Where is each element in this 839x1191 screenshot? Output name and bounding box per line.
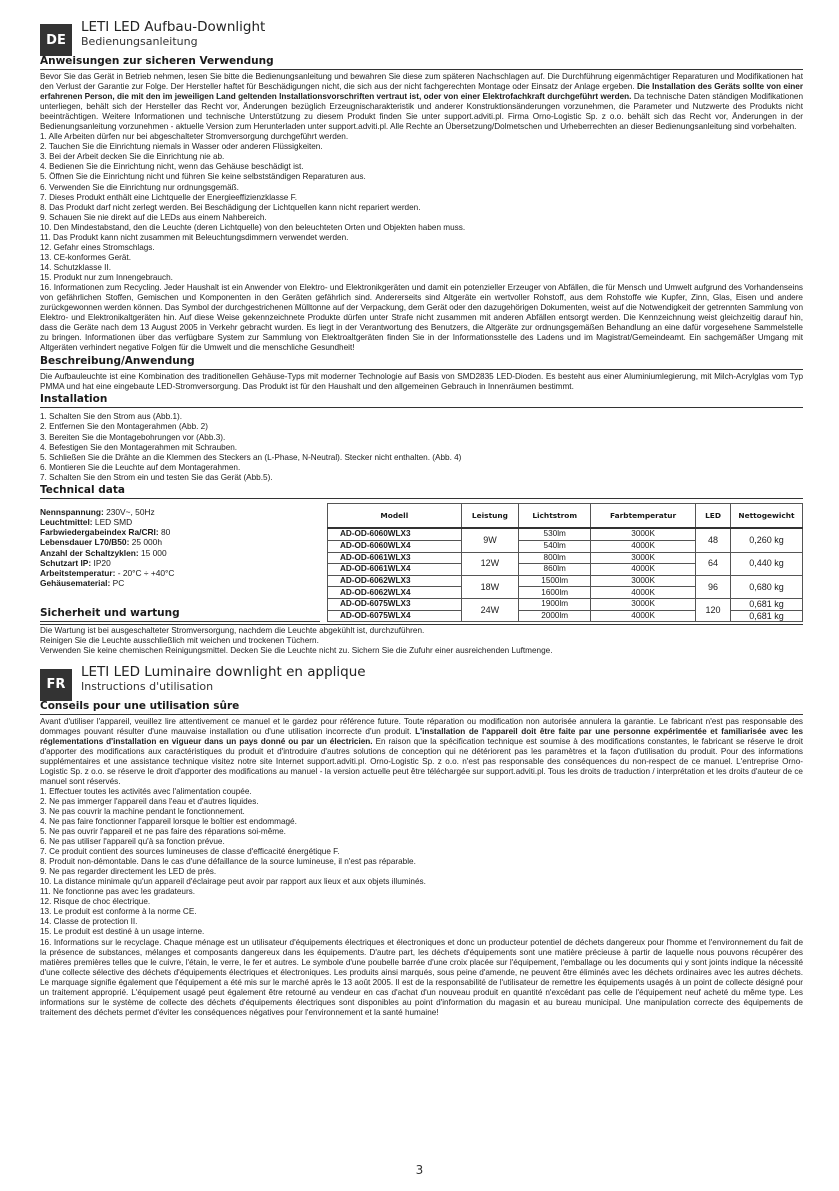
de-spec-list <box>40 503 320 623</box>
list-item: Die Wartung ist bei ausgeschalteter Stromversorgung, nachdem die Leuchte abgekühlt ist, durchzuführen. <box>40 626 425 636</box>
de-installation-heading: Installation <box>40 393 803 408</box>
list-item: 9. Schauen Sie nie direkt auf die LEDs aus einem Nahbereich. <box>40 212 267 222</box>
de-title: LETI LED Aufbau-Downlight <box>81 19 266 35</box>
list-item: 2. Entfernen Sie den Montagerahmen (Abb. 2) <box>40 422 208 432</box>
spec-row: Anzahl der Schaltzyklen: 15 000 <box>40 547 167 558</box>
list-item: 4. Bedienen Sie die Einrichtung nicht, wenn das Gehäuse beschädigt ist. <box>40 162 304 172</box>
spec-row: Arbeitstemperatur: - 20°C ÷ +40°C <box>40 567 175 578</box>
list-item: 7. Schalten Sie den Strom ein und testen Sie das Gerät (Abb.5). <box>40 472 273 482</box>
de-technical-data-heading: Technical data <box>40 484 803 499</box>
list-item: 14. Classe de protection II. <box>40 917 138 927</box>
table-row: AD-OD-6060WLX3 9W 530lm 3000K 48 0,260 kg <box>328 528 803 540</box>
list-item: 12. Gefahr eines Stromschlags. <box>40 242 155 252</box>
de-safety-intro-bold: Die Installation des Geräts sollte von einer erfahrenen Person, die mit den im jeweiligen Land geltenden Installationsvorschriften vertraut ist, oder von einer Elektrofachkraft durchgeführt werden. <box>40 82 803 102</box>
list-item: 11. Das Produkt kann nicht zusammen mit Beleuchtungsdimmern verwendet werden. <box>40 232 349 242</box>
list-item: 12. Risque de choc électrique. <box>40 897 151 907</box>
de-subtitle: Bedienungsanleitung <box>81 35 198 48</box>
table-row: AD-OD-6075WLX3 24W 1900lm 3000K 120 0,681 kg <box>328 599 803 611</box>
list-item: 10. La distance minimale qu'un appareil d'éclairage peut avoir par rapport aux lieux et aux objets illuminés. <box>40 877 426 887</box>
de-technical-data <box>40 503 803 623</box>
de-safety-intro-2: Da technische Daten ständigen Modifikationen unterliegen, behält sich der Hersteller das Recht vor, Änderungen bezüglich Erzeugnischarakteristik und anderer Konstruktionsänderungen vorzunehmen, die Parameter und Nutzwerte des Produkts nicht beeinträchtigen. Weitere Informationen und technische Unterstützung zu diesem Produkt finden Sie unter support.adviti.pl. Firma Orno-Logistic Sp. z o.o. behält sich das Recht vor, Änderungen in der Bedienungsanleitung vorzunehmen - aktuelle Version zum Herunterladen unter support.adviti.pl. Alle Rechte an Übersetzung/Dolmetschen und Urheberrechten an dieser Bedienungsanleitung sind vorbehalten. <box>40 92 803 132</box>
fr-language-badge: FR <box>40 669 72 701</box>
list-item: 15. Le produit est destiné à un usage interne. <box>40 927 205 937</box>
col-temp: Farbtemperatur <box>591 503 696 528</box>
list-item: 1. Schalten Sie den Strom aus (Abb.1). <box>40 412 182 422</box>
col-model: Modell <box>328 503 462 528</box>
list-item: 1. Effectuer toutes les activités avec l'alimentation coupée. <box>40 786 252 796</box>
fr-recycling-item: 16. Informations sur le recyclage. Chaque ménage est un utilisateur d'équipements électriques et électroniques et donc un producteur potentiel de déchets dangereux pour l'homme et l'environnement du fait de la présence de substances, mélanges et composants dangereux dans les équipements. D'autre part, les déchets d'équipements sont une matière précieuse à partir de laquelle nous pouvons récupérer des matières premières telles que le cuivre, l'étain, le verre, le fer et autres. Le symbole d'une poubelle barrée d'une croix placée sur l'équipement, l'emballage ou les documents qui y sont joints indique la nécessité d'une collecte sélective des déchets d'équipements électriques et électroniques. Les produits ainsi marqués, sous peine d'amende, ne peuvent être éliminés avec les déchets ordinaires avec les autres déchets. Le marquage signifie également que l'équipement a été mis sur le marché après le 13 août 2005. Il est de la responsabilité de l'utilisateur de remettre les équipements usagés à un point de collecte désigné pour un traitement approprié. L'équipement usagé peut également être retourné au vendeur en cas d'achat d'un nouveau produit en quantité n'excédant pas celle de l'équipement neuf acheté du même type. Les informations sur le système de collecte des déchets d'équipements électriques sont disponibles au point d'information du magasin et au bureau municipal. Une manipulation correcte des équipements de traitement des déchets permet d'éviter les conséquences négatives pour l'environnement et la santé humaine! <box>40 937 803 1017</box>
page-number: 3 <box>415 1163 424 1177</box>
fr-safety-intro-bold: L'installation de l'appareil doit être faite par une personne expérimentée et familiarisée avec les réglementations d'installation en vigueur dans un pays donné ou par un électricien. <box>40 726 803 746</box>
list-item: 3. Bei der Arbeit decken Sie die Einrichtung nie ab. <box>40 152 225 162</box>
list-item: 10. Den Mindestabstand, den die Leuchte (deren Lichtquelle) von den beleuchteten Orten und Objekten haben muss. <box>40 222 466 232</box>
list-item: Reinigen Sie die Leuchte ausschließlich mit weichen und trockenen Tüchern. <box>40 636 319 646</box>
table-header-row <box>328 503 803 528</box>
de-safety-heading: Anweisungen zur sicheren Verwendung <box>40 55 803 70</box>
fr-safety-heading: Conseils pour une utilisation sûre <box>40 700 803 715</box>
spec-row: Schutzart IP: IP20 <box>40 557 111 568</box>
spec-row: Leuchtmittel: LED SMD <box>40 516 133 527</box>
list-item: 7. Dieses Produkt enthält eine Lichtquelle der Energieeffizienzklasse F. <box>40 192 297 202</box>
list-item: 13. Le produit est conforme à la norme CE. <box>40 907 197 917</box>
fr-safety-intro-1: Avant d'utiliser l'appareil, veuillez lire attentivement ce manuel et le gardez pour référence future. Toute réparation ou modification non autorisée annulera la garantie. Le fabricant n'est pas responsable des dommages pouvant résulter d'une mauvaise installation ou d'une utilisation incorrecte d'un produit. <box>40 716 803 736</box>
table-row: AD-OD-6062WLX3 18W 1500lm 3000K 96 0,680 kg <box>328 575 803 587</box>
de-maintenance-heading: Sicherheit und wartung <box>40 607 320 622</box>
de-header <box>40 20 803 54</box>
list-item: 4. Ne pas faire fonctionner l'appareil lorsque le boîtier est endommagé. <box>40 816 297 826</box>
list-item: 5. Schließen Sie die Drähte an die Klemmen des Steckers an (L-Phase, N-Neutral). Stecker nicht enthalten. (Abb. 4) <box>40 452 462 462</box>
col-led: LED <box>696 503 731 528</box>
list-item: 15. Produkt nur zum Innengebrauch. <box>40 272 173 282</box>
fr-header <box>40 665 803 699</box>
list-item: 2. Tauchen Sie die Einrichtung niemals in Wasser oder anderen Flüssigkeiten. <box>40 142 323 152</box>
list-item: 4. Befestigen Sie den Montagerahmen mit Schrauben. <box>40 442 238 452</box>
list-item: 7. Ce produit contient des sources lumineuses de classe d'efficacité énergétique F. <box>40 847 340 857</box>
fr-subtitle: Instructions d'utilisation <box>81 679 214 693</box>
col-flux: Lichtstrom <box>519 503 591 528</box>
manual-page <box>40 20 803 1018</box>
fr-safety-list <box>40 787 803 1018</box>
list-item: 14. Schutzklasse II. <box>40 262 111 272</box>
spec-row: Nennspannung: 230V~, 50Hz <box>40 506 155 517</box>
list-item: 9. Ne pas regarder directement les LED de près. <box>40 867 217 877</box>
list-item: 2. Ne pas immerger l'appareil dans l'eau et d'autres liquides. <box>40 796 259 806</box>
list-item: Verwenden Sie keine chemischen Reinigungsmittel. Decken Sie die Leuchte nicht zu. Sichern Sie die Zufuhr einer ausreichenden Luftmenge. <box>40 646 553 656</box>
table-row: AD-OD-6061WLX4 860lm 4000K <box>328 564 803 576</box>
table-row: AD-OD-6060WLX4 540lm 4000K <box>328 540 803 552</box>
list-item: 11. Ne fonctionne pas avec les gradateurs. <box>40 887 196 897</box>
de-language-badge: DE <box>40 24 72 56</box>
list-item: 3. Ne pas couvrir la machine pendant le fonctionnement. <box>40 806 245 816</box>
list-item: 5. Öffnen Sie die Einrichtung nicht und führen Sie keine selbstständigen Reparaturen aus. <box>40 172 366 182</box>
list-item: 13. CE-konformes Gerät. <box>40 252 132 262</box>
list-item: 6. Ne pas utiliser l'appareil qu'à sa fonction prévue. <box>40 837 225 847</box>
de-safety-intro <box>40 72 803 132</box>
list-item: 8. Produit non-démontable. Dans le cas d'une défaillance de la source lumineuse, il n'est pas réparable. <box>40 857 416 867</box>
de-maintenance-list <box>40 624 803 656</box>
de-description-text: Die Aufbauleuchte ist eine Kombination des traditionellen Gehäuse-Typs mit moderner Technologie auf Basis von SMD2835 LED-Dioden. Es besteht aus einer Aluminiumlegierung, mit Milch-Acrylglas vom Typ PMMA und hat eine eingebaute LED-Stromversorgung. Das Produkt ist für den Haushalt und den allgemeinen Gebrauch in Innenräumen bestimmt. <box>40 372 803 392</box>
table-row: AD-OD-6062WLX4 1600lm 4000K <box>328 587 803 599</box>
de-recycling-item: 16. Informationen zum Recycling. Jeder Haushalt ist ein Anwender von Elektro- und Elektronikgeräten und damit ein potenzieller Erzeuger von Abfällen, die für Mensch und Umwelt aufgrund des Vorhandenseins von gefährlichen Stoffen, Gemischen und Komponenten in den Geräten gefährlich sind. Andererseits sind Altgeräte ein wertvoller Rohstoff, aus dem Rohstoffe wie Kupfer, Zinn, Glas, Eisen und andere zurückgewonnen werden können. Das Symbol der durchgestrichenen Mülltonne auf der Verpackung, dem Gerät oder den dazugehörigen Dokumenten, weist auf die Notwendigkeit der getrennten Sammlung von Elektro- und Elektronikaltgeräten hin. Auf diese Weise gekennzeichnete Produkte dürfen unter Strafe nicht zusammen mit anderen Abfällen entsorgt werden. Die Kennzeichnung weist gleichzeitig darauf hin, dass die Geräte nach dem 13 August 2005 in Verkehr gebracht wurden. Es liegt in der Verantwortung des Benutzers, die Altgeräte zur ordnungsgemäßen Behandlung an eine dafür vorgesehene Sammelstelle zu bringen. Informationen über das verfügbare System zur Sammlung von Elektroaltgeräten finden Sie in der Informationsstelle des Ladens und im Magistrat/Gemeindeamt. Ein sachgemäßer Umgang mit Altgeräten verhindert negative Folgen für die Umwelt und die menschliche Gesundheit! <box>40 282 803 353</box>
de-safety-intro-1: Bevor Sie das Gerät in Betrieb nehmen, lesen Sie bitte die Bedienungsanleitung und bewahren Sie diese zum späteren Nachschlagen auf. Die Durchführung eigenmächtiger Reparaturen und Modifikationen hat den Verlust der Garantie zur Folge. Der Hersteller haftet für Beschädigungen nicht, die sich aus der nicht fachgerechten Montage oder Einsatz der Anlage ergeben. <box>40 72 803 92</box>
fr-safety-intro <box>40 717 803 787</box>
table-row: AD-OD-6061WLX3 12W 800lm 3000K 64 0,440 kg <box>328 552 803 564</box>
fr-safety-intro-2: En raison que la spécification technique est soumise à des modifications constantes, le fabricant se réserve le droit d'apporter des modifications aux caractéristiques du produit et d'introduire d'autres solutions de conception qui ne détériorent pas les paramètres et la façon d'utilisation du produit. Pour des informations supplémentaires et une assistance technique visitez notre site Internet support.adviti.pl. Orno-Logistic Sp. z o.o. n'est pas responsable des conséquences du non-respect de ce manuel. L'entreprise Orno-Logistic Sp. z o.o. se réserve le droit d'apporter des modifications au manuel - la version actuelle peut être téléchargée sur support.adviti.pl. Tous les droits de traduction / interprétation et les droits d'auteur de ce manuel sont réservés. <box>40 736 803 786</box>
col-weight: Nettogewicht <box>731 503 803 528</box>
list-item: 6. Verwenden Sie die Einrichtung nur ordnungsgemäß. <box>40 182 239 192</box>
de-installation-list <box>40 412 803 482</box>
list-item: 3. Bereiten Sie die Montagebohrungen vor (Abb.3). <box>40 432 226 442</box>
fr-title: LETI LED Luminaire downlight en applique <box>81 663 366 680</box>
de-spec-table <box>327 503 803 623</box>
list-item: 1. Alle Arbeiten dürfen nur bei abgeschalteter Stromversorgung durchgeführt werden. <box>40 132 349 142</box>
list-item: 8. Das Produkt darf nicht zerlegt werden. Bei Beschädigung der Lichtquellen kann nicht repariert werden. <box>40 202 421 212</box>
col-power: Leistung <box>461 503 519 528</box>
spec-row: Farbwiedergabeindex Ra/CRI: 80 <box>40 527 171 538</box>
list-item: 5. Ne pas ouvrir l'appareil et ne pas faire des réparations soi-même. <box>40 827 286 837</box>
de-description-heading: Beschreibung/Anwendung <box>40 355 803 370</box>
list-item: 6. Montieren Sie die Leuchte auf dem Montagerahmen. <box>40 462 241 472</box>
de-safety-list <box>40 132 803 353</box>
spec-row: Lebensdauer L70/B50: 25 000h <box>40 537 162 548</box>
table-row: AD-OD-6075WLX4 2000lm 4000K 0,681 kg <box>328 610 803 622</box>
spec-row: Gehäusematerial: PC <box>40 578 125 589</box>
